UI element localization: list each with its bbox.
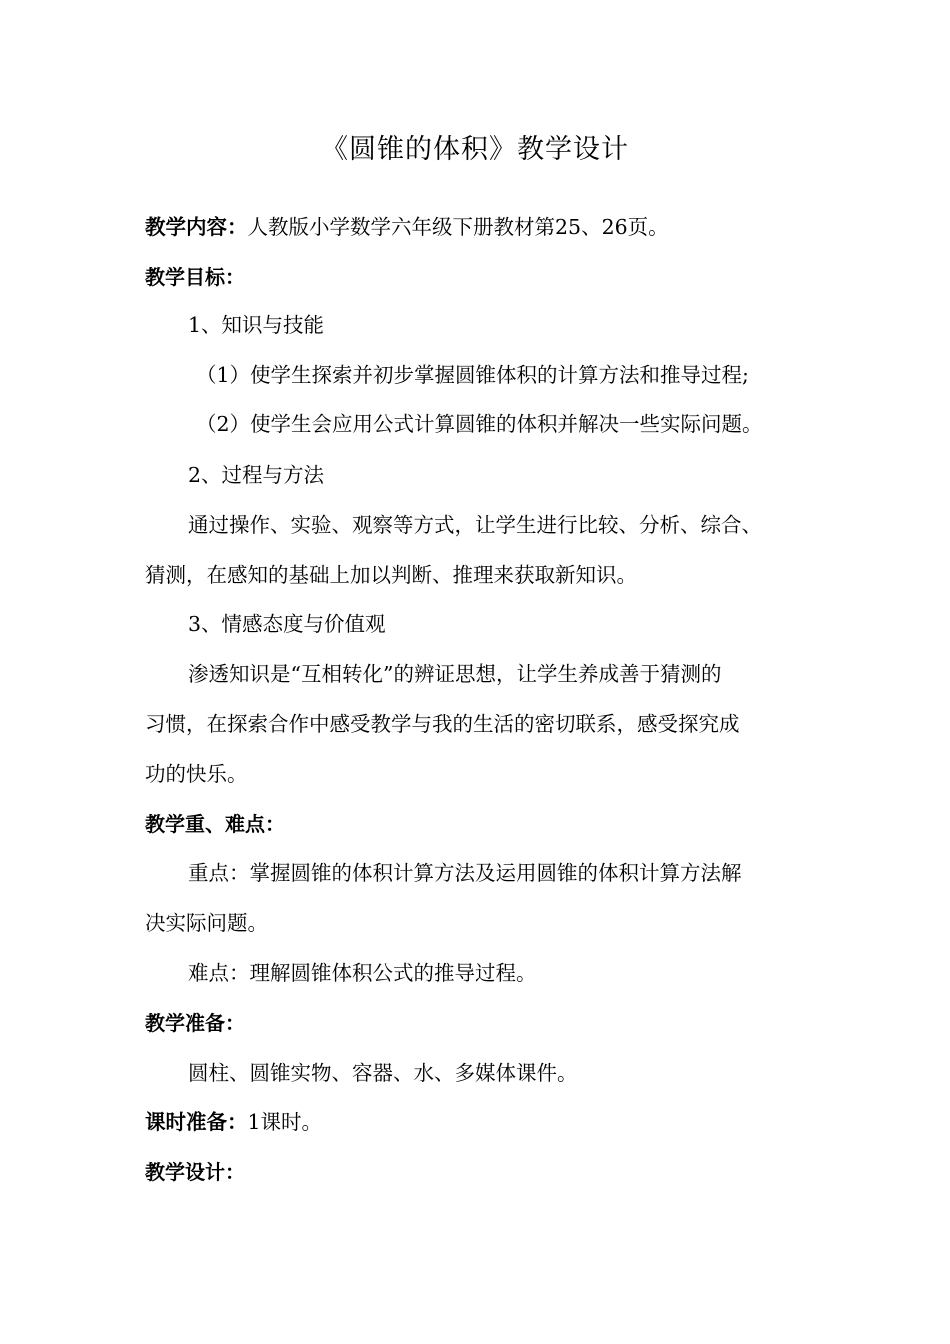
- teaching-objectives-heading: 教学目标：: [145, 265, 245, 289]
- objective-3-text-line-3: 功的快乐。: [145, 762, 248, 786]
- class-hours-text: 1课时。: [247, 1110, 323, 1134]
- teaching-content-text: 人教版小学数学六年级下册教材第25、26页。: [247, 215, 669, 239]
- objective-1-heading: 1、知识与技能: [188, 313, 325, 337]
- teaching-preparation-text: 圆柱、圆锥实物、容器、水、多媒体课件。: [188, 1061, 578, 1085]
- objective-2-heading: 2、过程与方法: [188, 463, 325, 487]
- objective-3-text-line-1: 渗透知识是“互相转化”的辨证思想，让学生养成善于猜测的: [188, 662, 722, 686]
- difficult-point-text: 难点：理解圆锥体积公式的推导过程。: [188, 961, 537, 985]
- objective-1-item-1: （1）使学生探索并初步掌握圆锥体积的计算方法和推导过程;: [196, 363, 749, 387]
- key-point-text-line-2: 决实际问题。: [145, 911, 268, 935]
- objective-2-text-line-1: 通过操作、实验、观察等方式，让学生进行比较、分析、综合、: [188, 513, 762, 537]
- objective-3-text-line-2: 习惯，在探索合作中感受教学与我的生活的密切联系，感受探究成: [145, 712, 740, 736]
- key-point-text-line-1: 重点：掌握圆锥的体积计算方法及运用圆锥的体积计算方法解: [188, 861, 742, 885]
- teaching-preparation-heading: 教学准备：: [145, 1011, 245, 1035]
- class-hours-label: 课时准备：: [145, 1110, 248, 1134]
- teaching-content-line: [145, 212, 669, 242]
- objective-2-text-line-2: 猜测，在感知的基础上加以判断、推理来获取新知识。: [145, 563, 637, 587]
- teaching-design-heading: 教学设计：: [145, 1160, 245, 1184]
- document-title: 《圆锥的体积》教学设计: [321, 134, 629, 165]
- class-hours-line: [145, 1107, 322, 1137]
- objective-3-heading: 3、情感态度与价值观: [188, 612, 386, 636]
- teaching-content-label: 教学内容：: [145, 215, 248, 239]
- key-difficult-points-heading: 教学重、难点：: [145, 812, 285, 836]
- objective-1-item-2: （2）使学生会应用公式计算圆锥的体积并解决一些实际问题。: [196, 412, 763, 436]
